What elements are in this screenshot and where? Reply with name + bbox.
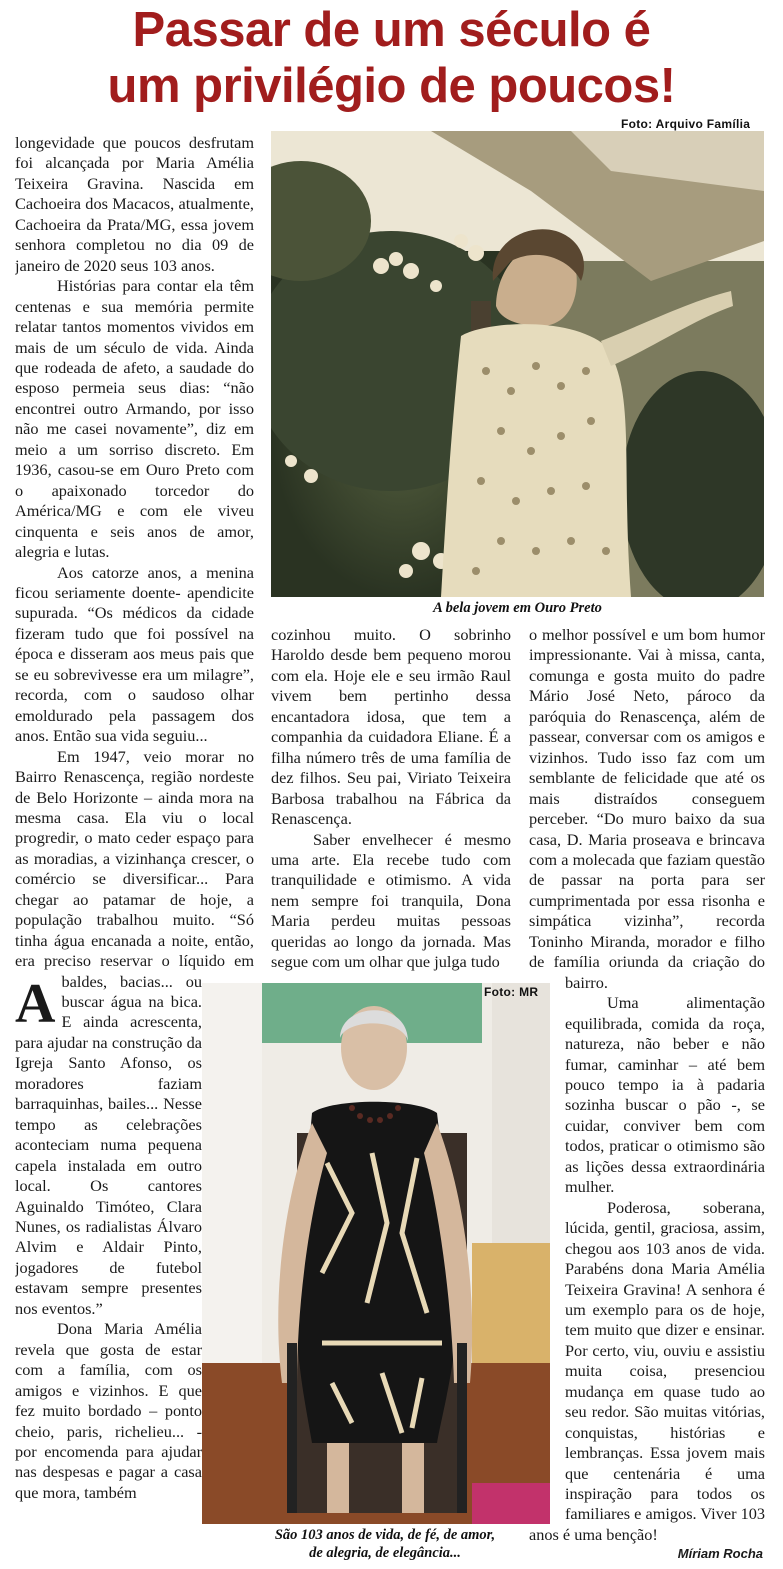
photo-caption-elderly-line-2: de alegria, de elegância... — [309, 1545, 461, 1561]
photo-caption-elderly-line-1: São 103 anos de vida, de fé, de amor, — [274, 1527, 496, 1543]
article-paragraph: Aos catorze anos, a menina ficou seriamente doente- apendicite supurada. “Os médicos da cidade fizeram tudo que foi possível na época e disseram aos meus pais que se eu sobrevivesse era um milagre”, recorda, com o saudoso olhar emoldurado pela passagem dos anos. Então sua vida seguiu... — [15, 562, 254, 746]
headline — [0, 2, 783, 114]
article-paragraph: A longevidade que poucos desfrutam foi alcançada por Maria Amélia Teixeira Gravina. Nascida em Cachoeira dos Macacos, atualmente, Cachoeira da Prata/MG, essa jovem senhora completou no dia 09 de janeiro de 2020 seus 103 anos. — [15, 133, 254, 1035]
article-paragraph: Poderosa, soberana, lúcida, gentil, graciosa, assim, chegou aos 103 anos de vida. Parabéns dona Maria Amélia Teixeira Gravina! A senhora é um exemplo para os de hoje, tem muito que dizer e ensinar. Por certo, viu, ouviu e assistiu muita coisa, presenciou mudança em quase tudo ao seu redor. São muitas vitórias, conquistas, histórias e lembranças. Essa jovem mais que centenária é uma inspiração para todos os familiares e amigos. Viver 103 anos é uma benção! — [529, 1197, 765, 1544]
article-paragraph: Em 1947, veio morar no Bairro Renascença, região nordeste de Belo Horizonte – ainda mora na mesma casa. Ela viu o local progredir, o mato ceder espaço para as moradias, a vizinhança crescer, o comércio se diversificar... Para chegar ao patamar de hoje, a população trabalhou muito. “Só tinha água encanada a noite, então, era preciso reservar o líquido em baldes, bacias... ou buscar água na bica. E ainda acrescenta, para ajudar na construção da Igreja Santo Afonso, os moradores faziam barraquinhas, bailes... Nesse tempo as celebrações aconteciam numa pequena capela instalada em outro local. Os cantores Aguinaldo Timóteo, Clara Nunes, os radialistas Álvaro Alvim e Aldair Pinto, jogadores de futebol estavam sempre presentes nos eventos.” — [15, 746, 254, 1318]
article-paragraph: Saber envelhecer é mesmo uma arte. Ela recebe tudo com tranquilidade e otimismo. A vida nem sempre foi tranquila, Dona Maria perdeu muitas pessoas queridas ao longo da jornada. Mas segue com um olhar que julga tudo — [271, 829, 511, 972]
elderly-woman-photo — [202, 983, 550, 1524]
headline-line-2: um privilégio de poucos! — [107, 59, 676, 113]
drop-cap: A — [15, 973, 56, 1035]
headline-line-1: Passar de um século é — [132, 3, 651, 57]
young-woman-photo — [271, 131, 764, 597]
article-column-1 — [15, 133, 254, 1569]
article-paragraph: Histórias para contar ela têm centenas e sua memória permite relatar tantos momentos vividos em mais de um século de vida. Ainda que rodeada de afeto, a saudade do esposo permeia seus dias: “não encontrei outro Armando, por isso não me casei novamente”, diz em meio a um sorriso discreto. Em 1936, casou-se em Ouro Preto com o apaixonado torcedor do América/MG e com ele viveu cinquenta e seis anos de amor, alegria e lutas. — [15, 276, 254, 562]
photo-credit-mr: Foto: MR — [484, 985, 539, 999]
elderly-woman-photo-illustration — [202, 983, 550, 1524]
article-paragraph: Uma alimentação equilibrada, comida da roça, natureza, não beber e não fumar, caminhar – até bem pouco tempo ia à padaria sozinha buscar o pão -, se cuidar, conviver bem com todos, praticar o otimismo são as lições dessa extraordinária mulher. — [565, 993, 765, 1197]
article-paragraph: o melhor possível e um bom humor impressionante. Vai à missa, canta, comunga e gosta muito do padre Mário José Neto, pároco da paróquia do Renascença, além de passear, conversar com os amigos e vizinhos. Tudo isso faz com um semblante de felicidade que até os mais distraídos conseguem perceber. “Do muro baixo da sua casa, D. Maria proseava e brincava com a molecada que faziam questão de passar na porta para ser cumprimentada por essa risonha e simpática vizinha”, recorda Toninho Miranda, morador e filho de família oriunda da criação do bairro. — [529, 625, 765, 992]
article-paragraph: cozinhou muito. O sobrinho Haroldo desde bem pequeno morou com ela. Hoje ele e seu irmão Raul vivem bem pertinho dessa encantadora idosa, que tem a companhia da cuidadora Eliane. É a filha número três de uma família de dez filhos. Seu pai, Viriato Teixeira Barbosa trabalhou na Fábrica da Renascença. — [271, 625, 511, 829]
photo-caption-elderly — [202, 1526, 568, 1562]
article-paragraph: Dona Maria Amélia revela que gosta de estar com a família, com os amigos e vizinhos. E que fez muito bordado – ponto cheio, paris, richelieu... - por encomenda para ajudar nas despesas e pagar a casa que mora, também — [15, 1319, 202, 1502]
photo-caption-young: A bela jovem em Ouro Preto — [433, 600, 602, 616]
article-column-2 — [271, 625, 511, 977]
author-signature: Míriam Rocha — [677, 1546, 763, 1561]
article-column-3 — [529, 625, 765, 1545]
photo-credit-family: Foto: Arquivo Família — [621, 117, 751, 131]
young-woman-photo-illustration — [271, 131, 764, 597]
